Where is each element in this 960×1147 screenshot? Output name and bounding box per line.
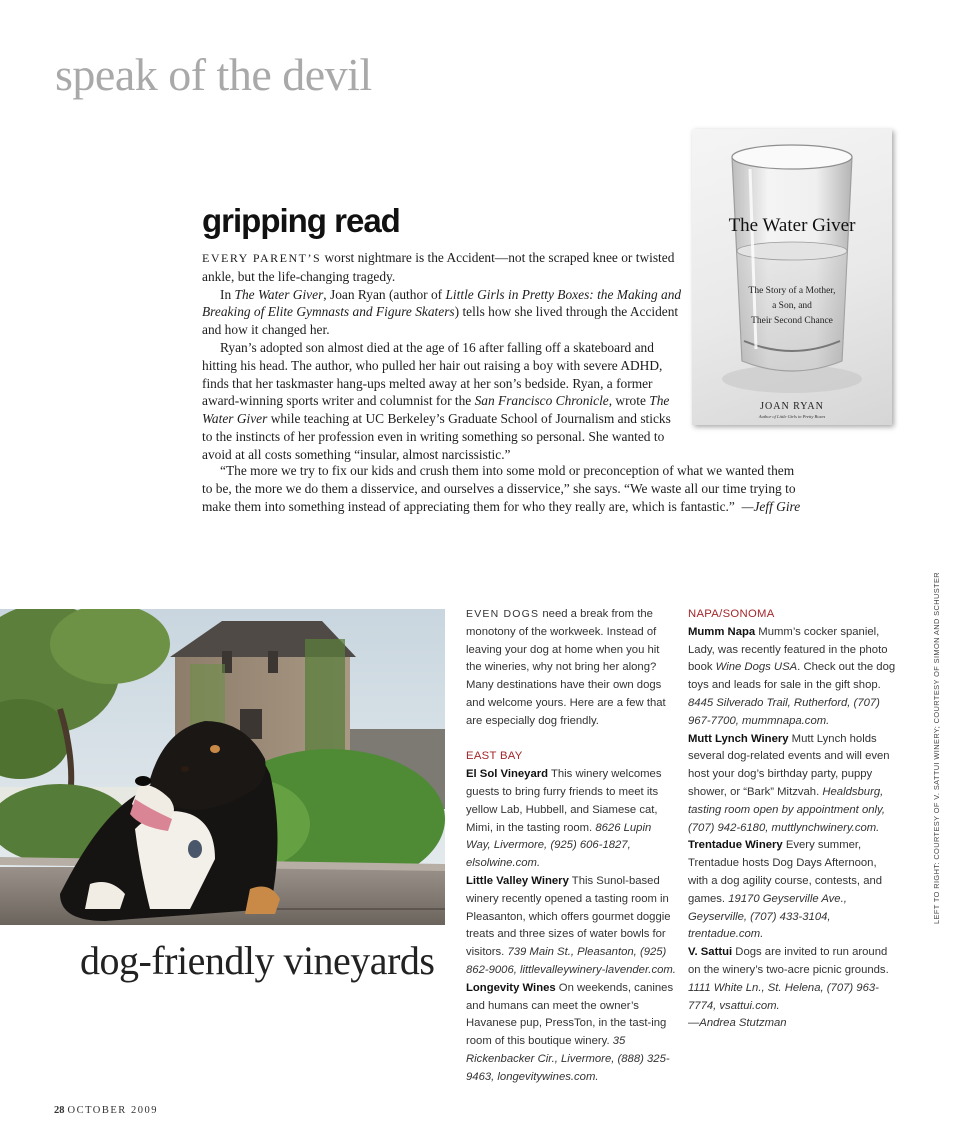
- book-title: The Water Giver: [728, 215, 856, 236]
- vineyards-intro: EVEN DOGS need a break from the monotony of the workweek. Instead of leaving your dog at home when you hit the wineries, why not bring her along? Many destinations have their own dogs and welcome yours. Here are a few that are especially dog friendly.: [466, 608, 666, 727]
- review-body-bottom: [202, 462, 802, 515]
- review-body-top: [202, 249, 684, 464]
- book-cover-image: [692, 129, 892, 425]
- review-paragraph-1: EVERY PARENT’S worst nightmare is the Accident—not the scraped knee or twisted ankle, but the life-changing tragedy.: [202, 250, 675, 284]
- listing-trentadue: Trentadue Winery Every summer, Trentadue hosts Dog Days Afternoon, with a dog agility course, contests, and games. 19170 Geyserville Ave., Geyserville, (707) 433-3104, trentadue.com.: [688, 839, 883, 941]
- vineyards-byline: —Andrea Stutzman: [688, 1017, 787, 1030]
- review-title: gripping read: [202, 202, 400, 239]
- region-heading-east-bay: EAST BAY: [466, 750, 523, 763]
- listing-el-sol: El Sol Vineyard This winery welcomes guests to bring furry friends to meet its yellow Lab, Hubbell, and Siamese cat, Mimi, in the tasting room. 8626 Lupin Way, Livermore, (925) 606-1827, elsolwine.com.: [466, 768, 662, 870]
- review-byline: —Jeff Gire: [741, 498, 801, 514]
- region-heading-napa-sonoma: NAPA/SONOMA: [688, 608, 775, 620]
- listing-little-valley: Little Valley Winery This Sunol-based winery recently opened a tasting room in Pleasanton, which offers gourmet doggie treats and three sizes of water bowls for visitors. 739 Main St., Pleasanton, (925) 862-9006, littlevalleywinery-lavender.com.: [466, 874, 676, 976]
- page-number: 28: [54, 1105, 65, 1116]
- listing-mutt-lynch: Mutt Lynch Winery Mutt Lynch holds several dog-related events and will even host your dog’s birthday party, puppy shower, or “Bark” Mitzvah. Healdsburg, tasting room open by appointment only, (707) 942-6180, muttlynchwinery.com.: [688, 732, 890, 834]
- listing-v-sattui: V. Sattui Dogs are invited to run around on the winery’s two-acre picnic grounds. 1111 White Ln., St. Helena, (707) 963-7774, vsattui.com.: [688, 946, 889, 1012]
- photo-credit: LEFT TO RIGHT: COURTESY OF V. SATTUI WINERY; COURTESY OF SIMON AND SCHUSTER: [932, 571, 941, 924]
- page-footer: [54, 1105, 158, 1116]
- listing-mumm-napa: Mumm Napa Mumm’s cocker spaniel, Lady, was recently featured in the photo book Wine Dogs USA. Check out the dog toys and leads for sale in the gift shop. 8445 Silverado Trail, Rutherford, (707) 967-7700, mummnapa.com.: [688, 625, 896, 727]
- vineyards-title: dog-friendly vineyards: [80, 938, 435, 983]
- water-glass-illustration: [692, 129, 892, 425]
- issue-date: OCTOBER 2009: [67, 1105, 158, 1116]
- vineyards-column-2: [688, 606, 898, 1033]
- book-author-note: Author of Little Girls in Pretty Boxes: [758, 414, 826, 419]
- section-title: speak of the devil: [55, 49, 372, 100]
- review-paragraph-3: Ryan’s adopted son almost died at the age of 16 after falling off a skateboard and hitting his head. The author, who pulled her hair out raising a boy with severe ADHD, finds that her taskmaster hang-ups melted away at her son’s bedside. Ryan, a former award-winning sports writer and columnist for the San Francisco Chronicle, wrote The Water Giver while teaching at UC Berkeley’s Graduate School of Journalism and sticks to the instincts of her profession even in writing something so personal. She wanted to avoid at all costs something “insular, almost narcissistic.”: [202, 339, 671, 462]
- book-author: JOAN RYAN: [760, 401, 824, 412]
- book-subtitle: The Story of a Mother, a Son, and Their Second Chance: [748, 286, 836, 326]
- review-paragraph-4: “The more we try to fix our kids and crush them into some mold or preconception of what we wanted them to be, the more we do them a disservice, and ourselves a disservice,” she says. “We waste all our time trying to make them into something instead of appreciating them for who they really are, which is fantastic.” —Jeff Gire: [202, 463, 801, 514]
- review-lead-caps: EVERY PARENT’S: [202, 251, 322, 265]
- listing-longevity: Longevity Wines On weekends, canines and humans can meet the owner’s Havanese pup, PressTon, in the tast-ing room of this boutique winery. 35 Rickenbacker Cir., Livermore, (888) 325-9463, longevitywines.com.: [466, 981, 674, 1083]
- dog-vineyard-photo: [0, 609, 445, 925]
- review-paragraph-2: In The Water Giver, Joan Ryan (author of Little Girls in Pretty Boxes: the Making and Breaking of Elite Gymnasts and Figure Skaters) tells how she lived through the Accident and how it changed her.: [202, 286, 682, 338]
- vineyards-column-1: [466, 606, 676, 1087]
